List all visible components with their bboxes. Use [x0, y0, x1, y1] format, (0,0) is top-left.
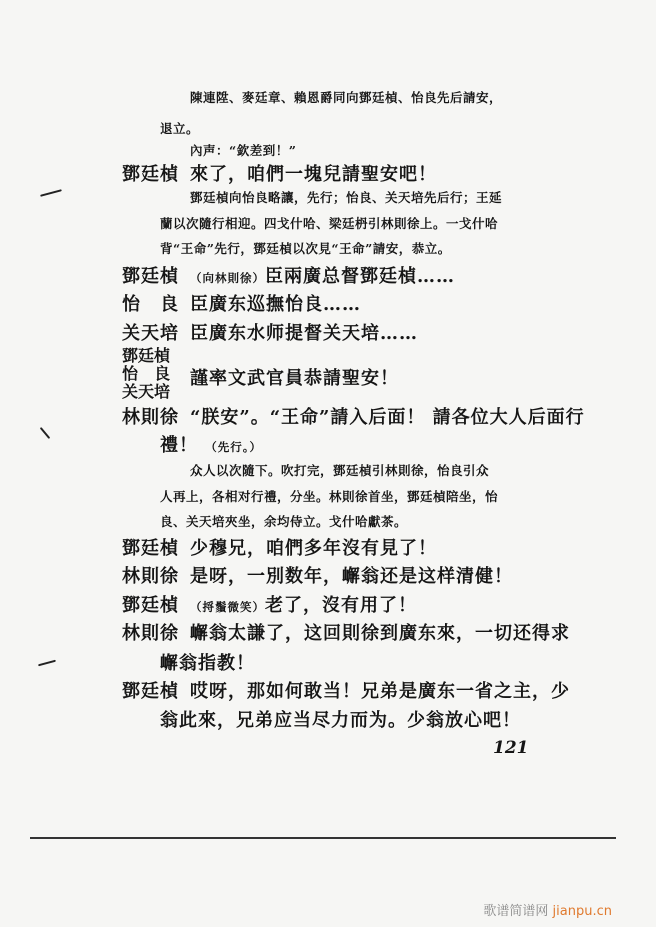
stage-direction: 退立。 — [160, 121, 200, 136]
speaker: 鄧廷楨 — [122, 595, 179, 616]
stage-direction: 蘭以次隨行相迎。四戈什哈、梁廷枬引林則徐上。一戈什哈 — [160, 216, 499, 231]
horizontal-rule — [30, 837, 616, 839]
stage-direction: 人再上，各相对行禮，分坐。林則徐首坐，鄧廷楨陪坐，怡 — [160, 489, 499, 504]
dialogue: 哎呀，那如何敢当！兄弟是廣东一省之主，少 — [190, 681, 570, 702]
speaker: 关天培 — [122, 382, 171, 401]
speaker: 林則徐 — [122, 566, 179, 587]
stage-note: （向林則徐） — [190, 271, 265, 285]
watermark-cn: 歌谱简谱网 — [483, 904, 549, 919]
stage-direction: 陳連陞、麥廷章、賴恩爵同向鄧廷楨、怡良先后請安， — [190, 90, 503, 105]
dialogue-continuation: 翁此來，兄弟应当尽力而为。少翁放心吧！ — [160, 710, 521, 731]
dialogue: 臣廣东巡撫怡良…… — [190, 294, 361, 315]
speaker: 鄧廷楨 — [122, 681, 179, 702]
dialogue: 來了，咱們一塊兒請聖安吧！ — [190, 164, 437, 185]
watermark — [483, 900, 612, 919]
speaker: 鄧廷楨 — [122, 164, 179, 185]
speaker: 鄧廷楨 — [122, 266, 179, 287]
speaker: 怡 良 — [122, 294, 179, 315]
dialogue-text: 禮！ — [160, 435, 198, 456]
dialogue-text: 老了，沒有用了！ — [265, 595, 417, 616]
stage-direction: 鄧廷楨向怡良略讓，先行；怡良、关天培先后行；王延 — [190, 190, 503, 205]
watermark-en: jianpu.cn — [552, 904, 612, 919]
speaker: 怡 良 — [122, 364, 171, 383]
speaker: 鄧廷楨 — [122, 538, 179, 559]
speaker-group — [122, 347, 170, 401]
speaker: 关天培 — [122, 323, 179, 344]
dialogue-continuation — [160, 431, 262, 457]
speaker: 鄧廷楨 — [122, 346, 171, 365]
scan-mark — [38, 660, 56, 667]
stage-direction: 背“王命”先行，鄧廷楨以次見“王命”請安，恭立。 — [160, 241, 451, 256]
dialogue — [190, 262, 455, 288]
stage-direction: 內声：“欽差到！” — [190, 143, 297, 158]
dialogue-text: 臣兩廣总督鄧廷楨…… — [265, 266, 455, 287]
dialogue — [190, 591, 417, 617]
dialogue-continuation: 嶰翁指教！ — [160, 653, 255, 674]
stage-direction: 众人以次隨下。吹打完，鄧廷楨引林則徐，怡良引众 — [190, 463, 490, 478]
stage-direction: 良、关天培夾坐，余均侍立。戈什哈獻茶。 — [160, 514, 408, 529]
scan-mark — [40, 189, 62, 197]
page-number: 121 — [493, 738, 529, 758]
stage-note: （捋鬚微笑） — [190, 600, 265, 614]
dialogue: 少穆兄，咱們多年沒有見了！ — [190, 538, 437, 559]
dialogue: 謹率文武官員恭請聖安！ — [190, 368, 399, 389]
scan-mark — [40, 427, 51, 439]
dialogue: 嶰翁太謙了，这回則徐到廣东來，一切还得求 — [190, 623, 570, 644]
dialogue: “朕安”。“王命”請入后面！ 請各位大人后面行 — [190, 407, 585, 428]
speaker: 林則徐 — [122, 623, 179, 644]
dialogue: 是呀，一別数年，嶰翁还是这样清健！ — [190, 566, 513, 587]
speaker: 林則徐 — [122, 407, 179, 428]
dialogue: 臣廣东水师提督关天培…… — [190, 323, 418, 344]
stage-note: （先行。） — [205, 440, 263, 454]
